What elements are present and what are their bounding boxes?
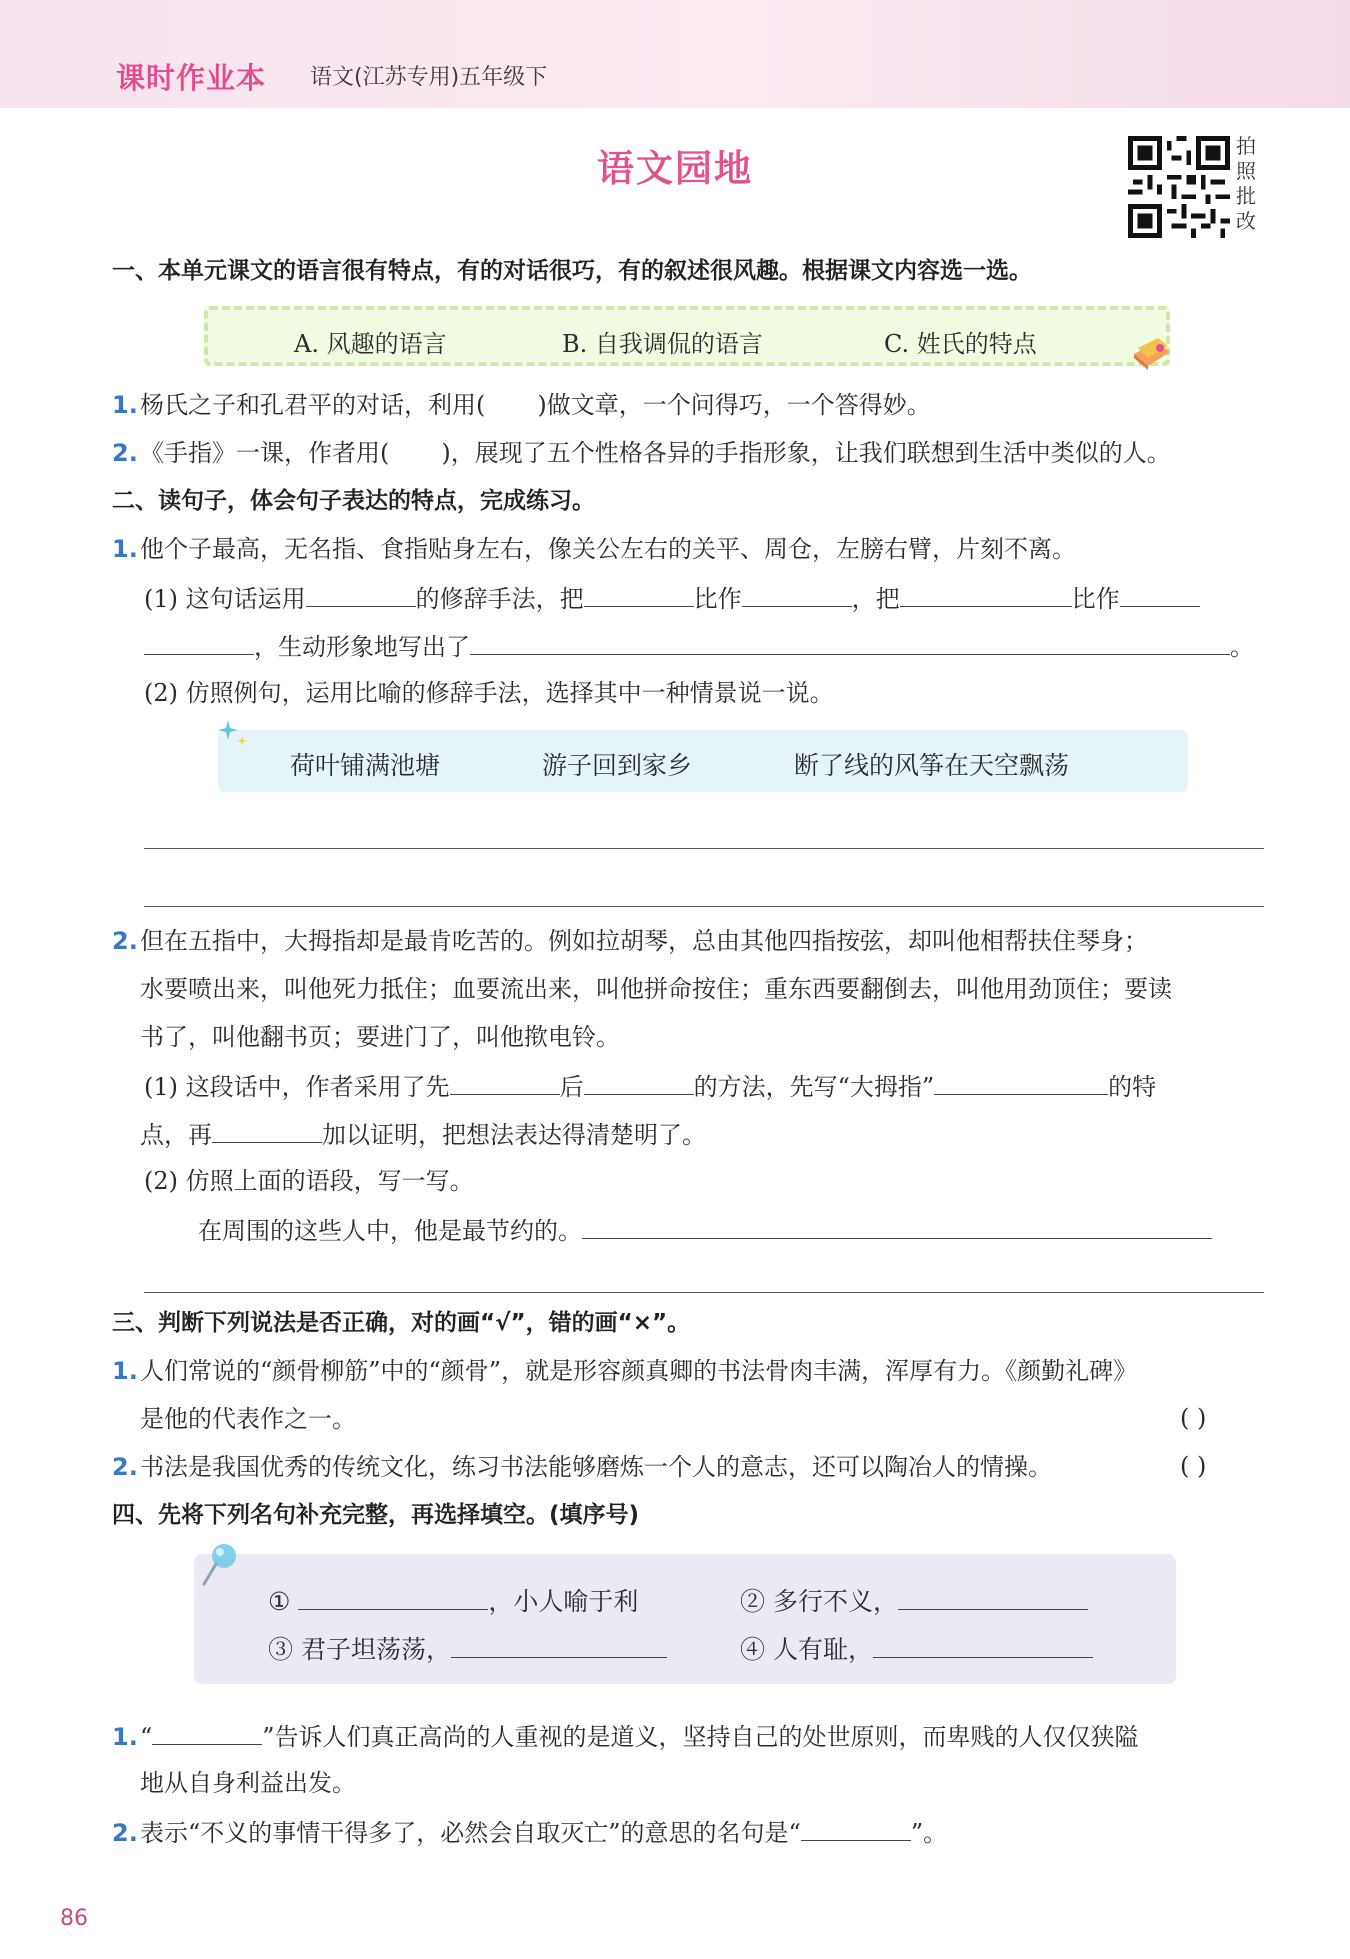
option-a: A. 风趣的语言 [294, 330, 447, 358]
s2-q2-part1-cont: 点，再 加以证明，把想法表达得清楚明了。 [140, 1118, 706, 1150]
s2-q2-part2: (2) 仿照上面的语段，写一写。 [144, 1167, 474, 1195]
s2-q2-part2-start: 在周围的这些人中，他是最节约的。 [198, 1214, 1212, 1246]
writing-line[interactable] [144, 1292, 1264, 1293]
quote-4: ④ 人有耻， [740, 1630, 1093, 1666]
s2-q2-part1: (1) 这段话中，作者采用了先 后 的方法，先写“大拇指” 的特 [144, 1070, 1156, 1102]
page-title: 语文园地 [597, 147, 753, 190]
answer-blank[interactable] [584, 582, 694, 607]
s4-q1-line2: 地从自身利益出发。 [140, 1769, 356, 1797]
scene-3: 断了线的风筝在天空飘荡 [794, 751, 1070, 780]
answer-blank[interactable] [1120, 582, 1200, 607]
brand-title: 课时作业本 [116, 61, 267, 95]
book-subtitle: 语文(江苏专用)五年级下 [310, 65, 548, 90]
section4-heading: 四、先将下列名句补充完整，再选择填空。(填序号) [112, 1502, 640, 1528]
answer-blank[interactable] [470, 630, 1230, 655]
sparkle-icon [216, 718, 252, 754]
s1-question-2: 2.《手指》一课，作者用( )，展现了五个性格各异的手指形象，让我们联想到生活中类似的人。 [112, 439, 1171, 467]
answer-blank[interactable] [801, 1816, 911, 1841]
quote-3: ③ 君子坦荡荡， [268, 1630, 667, 1666]
quotes-box [194, 1554, 1176, 1684]
answer-blank[interactable] [450, 1070, 560, 1095]
s2-question-1: 1.他个子最高，无名指、食指贴身左右，像关公左右的关平、周仓，左膀右臂，片刻不离。 [112, 535, 1076, 563]
s2-q1-part1: (1) 这句话运用 的修辞手法，把 比作 ，把 比作 [144, 582, 1200, 614]
options-box [204, 306, 1170, 366]
s2-question-2: 2.但在五指中，大拇指却是最肯吃苦的。例如拉胡琴，总由其他四指按弦，却叫他相帮扶住琴身； [112, 927, 1148, 955]
answer-blank[interactable] [298, 1585, 488, 1610]
page-number: 86 [60, 1906, 88, 1931]
section1-heading: 一、本单元课文的语言很有特点，有的对话很巧，有的叙述很风趣。根据课文内容选一选。 [112, 258, 1032, 284]
answer-blank[interactable] [742, 582, 852, 607]
section2-heading: 二、读句子，体会句子表达的特点，完成练习。 [112, 488, 595, 514]
s2-q2-line2: 水要喷出来，叫他死力抵住；血要流出来，叫他拼命按住；重东西要翻倒去，叫他用劲顶住；要读 [140, 975, 1172, 1003]
answer-blank[interactable] [451, 1633, 667, 1658]
answer-blank[interactable] [900, 582, 1072, 607]
s4-question-2: 2.表示“不义的事情干得多了，必然会自取灭亡”的意思的名句是“ ”。 [112, 1816, 947, 1848]
s2-q1-part2: (2) 仿照例句，运用比喻的修辞手法，选择其中一种情景说一说。 [144, 679, 834, 707]
quote-2: ② 多行不义， [740, 1582, 1088, 1618]
qr-caption: 拍 照 批 改 [1236, 134, 1256, 233]
answer-blank[interactable] [152, 1720, 262, 1745]
s3-question-2: 2.书法是我国优秀的传统文化，练习书法能够磨炼一个人的意志，还可以陶冶人的情操。 [112, 1453, 1052, 1481]
writing-line[interactable] [144, 848, 1264, 849]
writing-line[interactable] [144, 906, 1264, 907]
s2-q2-line3: 书了，叫他翻书页；要进门了，叫他揿电铃。 [140, 1023, 620, 1051]
answer-blank[interactable] [582, 1214, 1212, 1239]
answer-blank[interactable] [898, 1585, 1088, 1610]
s4-question-1: 1.“ ”告诉人们真正高尚的人重视的是道义，坚持自己的处世原则，而卑贱的人仅仅狭隘 [112, 1720, 1139, 1752]
pushpin-icon [198, 1540, 242, 1590]
answer-blank[interactable] [144, 630, 254, 655]
s1-question-1: 1.杨氏之子和孔君平的对话，利用( )做文章，一个问得巧，一个答得妙。 [112, 391, 931, 419]
scene-2: 游子回到家乡 [542, 751, 693, 780]
option-c: C. 姓氏的特点 [884, 330, 1037, 358]
answer-blank[interactable] [873, 1633, 1093, 1658]
quote-1: ① ，小人喻于利 [268, 1587, 639, 1616]
answer-blank[interactable] [934, 1070, 1108, 1095]
option-b: B. 自我调侃的语言 [562, 330, 763, 358]
answer-paren[interactable]: ( ) [1180, 1452, 1207, 1480]
section3-heading: 三、判断下列说法是否正确，对的画“√”，错的画“×”。 [112, 1310, 691, 1336]
s2-q1-part1-cont: ，生动形象地写出了 。 [144, 630, 1254, 662]
s3-q1-line2: 是他的代表作之一。 [140, 1405, 356, 1433]
scenes-box [218, 730, 1188, 792]
answer-blank[interactable] [306, 582, 416, 607]
scene-1: 荷叶铺满池塘 [290, 751, 441, 780]
answer-paren[interactable]: ( ) [1180, 1404, 1207, 1432]
answer-blank[interactable] [212, 1118, 322, 1143]
qr-code-icon[interactable] [1128, 136, 1230, 238]
book-icon [1130, 328, 1174, 372]
s3-question-1: 1.人们常说的“颜骨柳筋”中的“颜骨”，就是形容颜真卿的书法骨肉丰满，浑厚有力。《颜勤礼碑》 [112, 1357, 1138, 1385]
answer-blank[interactable] [584, 1070, 694, 1095]
